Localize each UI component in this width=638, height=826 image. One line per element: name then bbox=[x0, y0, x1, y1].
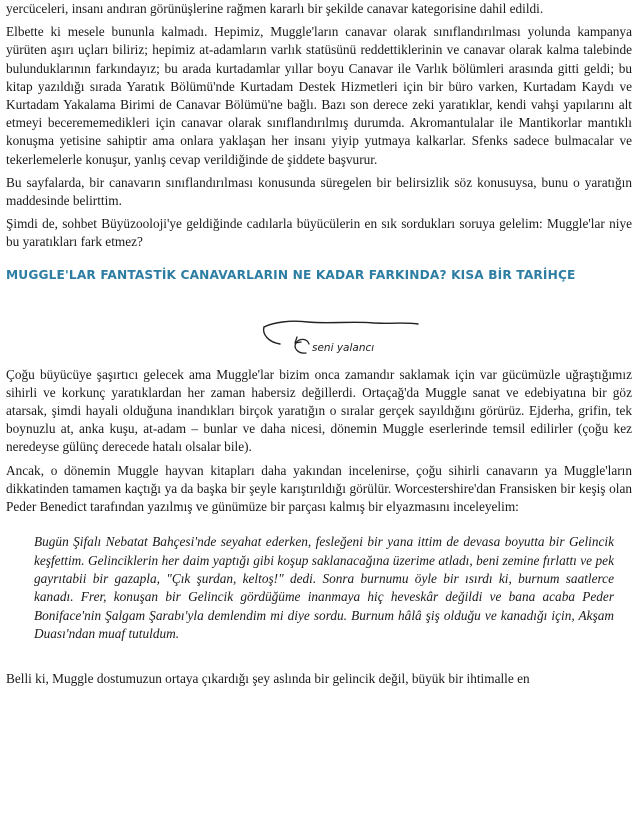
paragraph-1: yercüceleri, insanı andıran görünüşlerine rağmen kararlı bir şekilde canavar kategorisine dahil edildi. bbox=[6, 1, 544, 16]
sketch-drawing bbox=[6, 284, 632, 366]
paragraph-3: Bu sayfalarda, bir canavarın sınıflandırılması konusunda süregelen bir belirsizlik söz konusuysa, bunu o yaratığın maddesinde belirttim. bbox=[6, 174, 632, 209]
paragraph-6: Ancak, o dönemin Muggle hayvan kitapları daha yakından incelenirse, çoğu sihirli canavarın ya Muggle'ların dikkatinden tamamen kaçtığı ya da başka bir şeyle karıştırıldığı görülür. Worcestershire'dan Fransisken bir keşiş olan Peder Benedict tarafından yazılmış ve günümüze bir parçası kalmış bir elyazmasını inceleyelim: bbox=[6, 462, 632, 515]
paragraph-5: Çoğu büyücüye şaşırtıcı gelecek ama Muggle'lar bizim onca zamandır saklamak için var gücümüzle uğraştığımız sihirli ve korkunç yaratıklardan her zaman habersiz değillerdi. Ortaçağ'da Muggle sanat ve edebiyatına bir göz atarsak, şimdi hayali olduğuna inandıkları birçok yaratığın o sıralar gerçek sayıldığını görürüz. Ejderha, grifin, tek boynuzlu at, anka kuşu, at-adam – bunlar ve daha nicesi, dönemin Muggle eserlerinde temsil edilirler (çoğu kez neredeyse gülünç derecede hatalı olsalar bile). bbox=[6, 366, 632, 455]
paragraph-4: Şimdi de, sohbet Büyüzooloji'ye geldiğinde cadılarla büyücülerin en sık sordukları soruya gelelim: Muggle'lar niye bu yaratıkları fark etmez? bbox=[6, 216, 632, 250]
sketch-wavy-line bbox=[264, 321, 418, 327]
section-heading: MUGGLE'LAR FANTASTİK CANAVARLARIN NE KADAR FARKINDA? KISA BİR TARİHÇE bbox=[6, 267, 576, 282]
manuscript-quote: Bugün Şifalı Nebatat Bahçesi'nde seyahat ederken, fesleğeni bir yana ittim de devasa boyutta bir Gelincik keşfettim. Gelinciklerin her daim yaptığı gibi koşup saklanacağına üzerime atladı, beni zemine fırlattı ve pek gayrıtabii bir gazapla, "Çık şurdan, keltoş!" dedi. Sonra burnumu öyle bir ısırdı ki, burnum saatlerce kanadı. Frer, konuşan bir Gelincik gördüğüme inanmaya hiç heveskâr değildi ve bana acaba Peder Boniface'nin Şalgam Şarabı'yla demlendim mi diye sordu. Burnum hâlâ şiş olduğu ve kanadığı için, Akşam Duası'ndan muaf tutuldum. bbox=[34, 534, 614, 642]
sketch-left-hook bbox=[264, 327, 280, 344]
paragraph-2: Elbette ki mesele bununla kalmadı. Hepimiz, Muggle'ların canavar olarak sınıflandırılması yolunda kampanya yürüten aşırı uçları biliriz; hepimiz at-adamların varlık statüsünü reddettiklerinin ve canavar olarak kalma talebinde bulunduklarının farkındayız; bu arada kurtadamlar yıllar boyu Canavar ile Varlık bölümleri arasında gitti geldi; bu kitap yazıldığı sırada Yaratık Bölümü'nde Kurtadam Destek Hizmetleri için bir büro varken, Kurtadam Kaydı ve Kurtadam Yakalama Birimi de Canavar Bölümü'ne bağlı. Bazı son derece zeki yaratıklar, kendi vahşi yapılarını alt etmeyi becerememedikleri için canavar olarak sınıflandırılmış durumda. Akromantulalar ile Mantikorlar mantıklı konuşma yetisine sahiptir ama onlara yaklaşan her insanı yiyip yutmaya kalkarlar. Sfenks sadece bulmacalar ve tekerlemelerle konuşur, yanlış cevap verildiğinde de şiddete başvurur. bbox=[6, 24, 632, 167]
sketch-arrow-loop bbox=[295, 339, 309, 353]
paragraph-7: Belli ki, Muggle dostumuzun ortaya çıkardığı şey aslında bir gelincik değil, büyük bir ihtimalle en bbox=[6, 670, 530, 686]
sketch-caption: seni yalancı bbox=[312, 341, 375, 354]
handwritten-sketch bbox=[6, 284, 632, 366]
document-page bbox=[6, 0, 632, 688]
